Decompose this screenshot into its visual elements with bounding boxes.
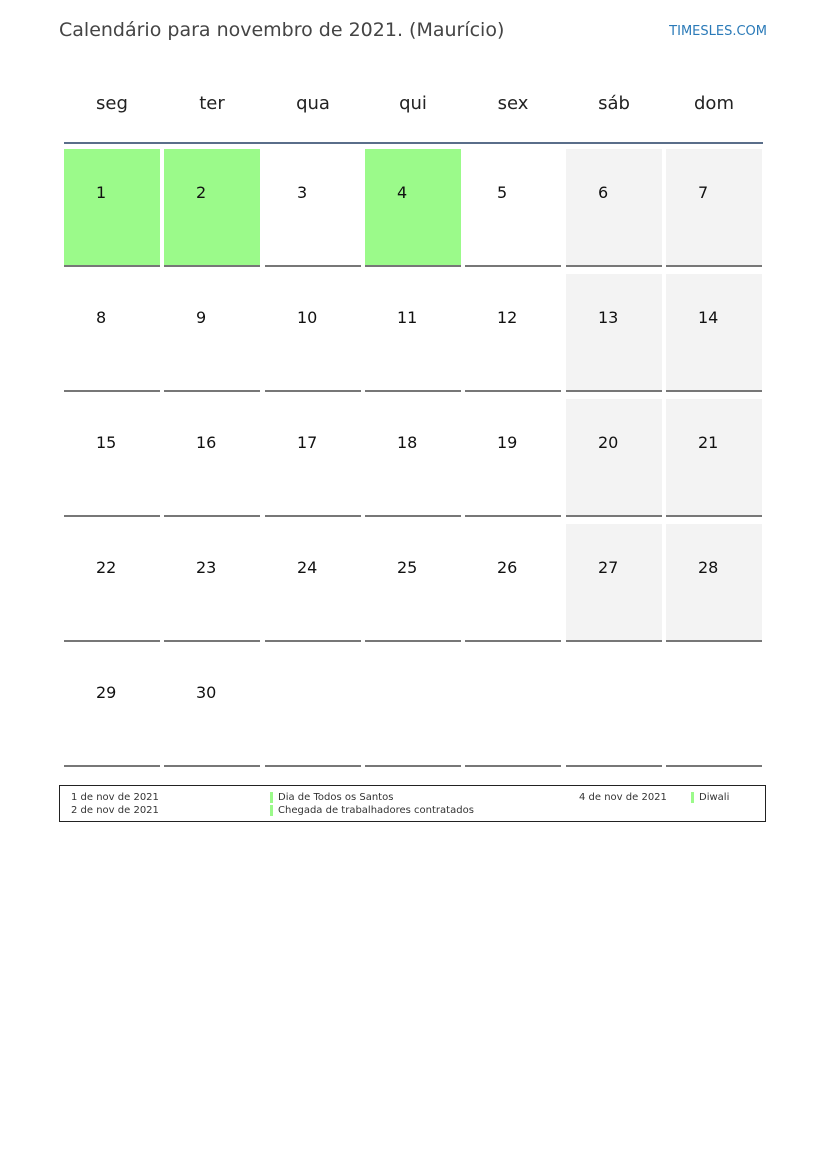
day-cell[interactable] xyxy=(164,649,260,767)
day-cell[interactable] xyxy=(64,399,160,517)
brand-link[interactable]: TIMESLES.COM xyxy=(669,24,767,39)
day-number: 17 xyxy=(297,433,318,452)
day-cell[interactable] xyxy=(164,149,260,267)
day-cell[interactable] xyxy=(365,149,461,267)
legend-color-bar xyxy=(270,792,273,803)
day-number: 13 xyxy=(598,308,619,327)
day-cell[interactable] xyxy=(566,149,662,267)
day-cell[interactable] xyxy=(465,399,561,517)
day-number: 6 xyxy=(598,183,609,202)
header-divider xyxy=(64,142,763,144)
legend-date: 1 de nov de 2021 xyxy=(71,792,159,803)
day-cell[interactable] xyxy=(64,649,160,767)
day-number: 21 xyxy=(698,433,719,452)
weekday-label: ter xyxy=(199,93,225,114)
day-number: 5 xyxy=(497,183,508,202)
day-number: 30 xyxy=(196,683,217,702)
day-cell[interactable] xyxy=(64,524,160,642)
day-cell xyxy=(465,649,561,767)
day-cell xyxy=(566,649,662,767)
day-cell[interactable] xyxy=(666,524,762,642)
weekday-header xyxy=(64,80,763,128)
day-cell[interactable] xyxy=(265,149,361,267)
legend-color-bar xyxy=(270,805,273,816)
day-number: 2 xyxy=(196,183,207,202)
day-cell xyxy=(666,649,762,767)
day-number: 25 xyxy=(397,558,418,577)
day-cell xyxy=(265,649,361,767)
day-cell[interactable] xyxy=(365,399,461,517)
day-number: 10 xyxy=(297,308,318,327)
day-cell[interactable] xyxy=(265,524,361,642)
day-number: 29 xyxy=(96,683,117,702)
day-cell xyxy=(365,649,461,767)
weekday-label: dom xyxy=(694,93,734,114)
day-cell[interactable] xyxy=(164,524,260,642)
day-cell[interactable] xyxy=(465,524,561,642)
legend-holiday-name: Chegada de trabalhadores contratados xyxy=(278,805,474,816)
day-number: 16 xyxy=(196,433,217,452)
page-title: Calendário para novembro de 2021. (Maurício) xyxy=(59,19,505,41)
day-cell[interactable] xyxy=(265,274,361,392)
day-cell[interactable] xyxy=(64,274,160,392)
legend-date: 4 de nov de 2021 xyxy=(579,792,667,803)
weekday-label: qua xyxy=(296,93,330,114)
day-cell[interactable] xyxy=(566,399,662,517)
legend-holiday-name: Dia de Todos os Santos xyxy=(278,792,394,803)
day-number: 7 xyxy=(698,183,709,202)
day-cell[interactable] xyxy=(164,399,260,517)
day-number: 1 xyxy=(96,183,107,202)
legend-date: 2 de nov de 2021 xyxy=(71,805,159,816)
legend-holiday-name: Diwali xyxy=(699,792,730,803)
day-cell[interactable] xyxy=(666,149,762,267)
day-number: 23 xyxy=(196,558,217,577)
day-cell[interactable] xyxy=(365,274,461,392)
day-number: 24 xyxy=(297,558,318,577)
day-number: 18 xyxy=(397,433,418,452)
day-number: 8 xyxy=(96,308,107,327)
day-number: 22 xyxy=(96,558,117,577)
weekday-label: sáb xyxy=(598,93,630,114)
day-number: 27 xyxy=(598,558,619,577)
day-cell[interactable] xyxy=(265,399,361,517)
day-cell[interactable] xyxy=(566,274,662,392)
day-number: 9 xyxy=(196,308,207,327)
day-cell[interactable] xyxy=(666,274,762,392)
weekday-label: qui xyxy=(399,93,427,114)
holiday-legend xyxy=(59,785,766,822)
day-number: 26 xyxy=(497,558,518,577)
day-cell[interactable] xyxy=(566,524,662,642)
day-number: 3 xyxy=(297,183,308,202)
day-number: 4 xyxy=(397,183,408,202)
day-number: 15 xyxy=(96,433,117,452)
day-number: 11 xyxy=(397,308,418,327)
weekday-label: sex xyxy=(497,93,529,114)
day-number: 19 xyxy=(497,433,518,452)
day-number: 20 xyxy=(598,433,619,452)
weekday-label: seg xyxy=(96,93,128,114)
day-cell[interactable] xyxy=(465,149,561,267)
day-number: 28 xyxy=(698,558,719,577)
day-cell[interactable] xyxy=(64,149,160,267)
day-cell[interactable] xyxy=(164,274,260,392)
legend-color-bar xyxy=(691,792,694,803)
day-number: 14 xyxy=(698,308,719,327)
day-cell[interactable] xyxy=(465,274,561,392)
day-number: 12 xyxy=(497,308,518,327)
day-cell[interactable] xyxy=(365,524,461,642)
day-cell[interactable] xyxy=(666,399,762,517)
